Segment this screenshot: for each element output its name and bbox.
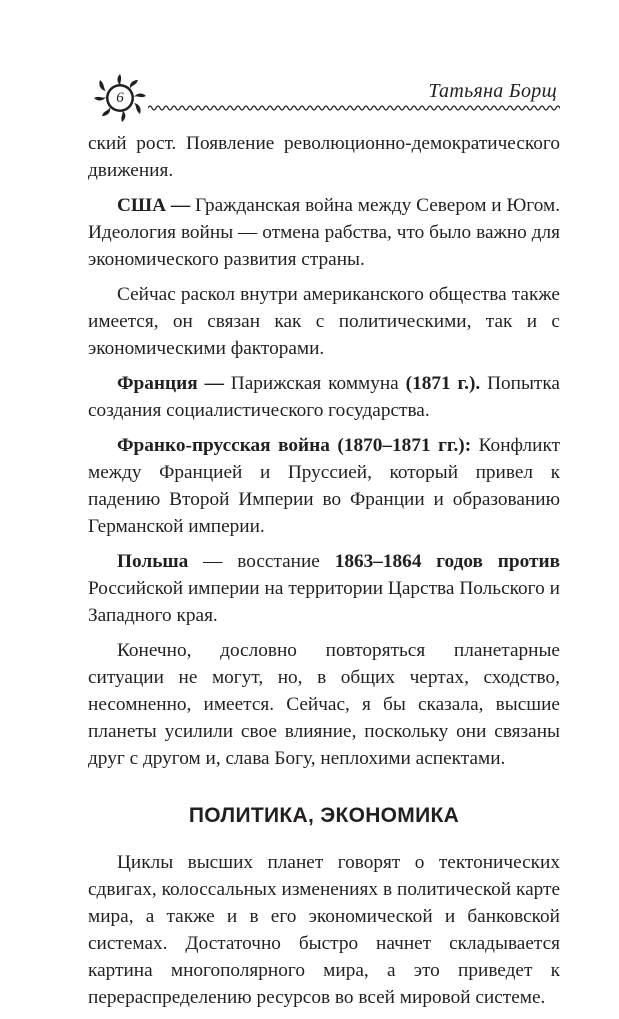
paragraph: Сейчас раскол внутри американского общества также имеется, он связан как с политическими, так и с экономическими факторами. bbox=[88, 284, 560, 359]
paragraph: Конечно, дословно повторяться планетарные ситуации не могут, но, в общих чертах, сходство, несомненно, имеется. Сейчас, я бы сказала, высшие планеты усилили свое влияние, поскольку они связаны друг с другом и, слава Богу, неплохими аспектами. bbox=[88, 640, 560, 769]
paragraph: ский рост. Появление революционно-демократического движения. bbox=[88, 133, 560, 181]
paragraph: Циклы высших планет говорят о тектонических сдвигах, колоссальных изменениях в политической карте мира, а также и в его экономической и банковской системах. Достаточно быстро начнет складывается картина многополярного мира, а это приведет к перераспределению ресурсов во всей мировой системе. bbox=[88, 852, 560, 1008]
term-france: Франция — bbox=[117, 373, 224, 394]
term-usa: США — bbox=[117, 195, 191, 216]
running-head-author: Татьяна Борщ bbox=[428, 80, 557, 102]
section-heading: ПОЛИТИКА, ЭКОНОМИКА bbox=[188, 804, 460, 827]
paragraph: Франко-прусская война (1870–1871 гг.): Конфликт между Францией и Пруссией, который привел к падению Второй Империи во Франции и образованию Германской империи. bbox=[88, 435, 560, 537]
page-header bbox=[0, 0, 619, 130]
paragraph: Франция — Парижская коммуна (1871 г.). Попытка создания социалистического государства. bbox=[88, 373, 560, 421]
page-number: 6 bbox=[116, 89, 124, 106]
paragraph: США — Гражданская война между Севером и Югом. Идеология войны — отмена рабства, что было важно для экономического развития страны. bbox=[88, 195, 561, 270]
paragraph: Польша — восстание 1863–1864 годов против Российской империи на территории Царства Польского и Западного края. bbox=[88, 551, 560, 626]
wavy-divider bbox=[148, 104, 560, 112]
page-body bbox=[88, 130, 560, 1019]
term-poland: Польша bbox=[117, 551, 189, 572]
term-franco-prussian-war: Франко-прусская война (1870–1871 гг.): bbox=[117, 435, 472, 456]
